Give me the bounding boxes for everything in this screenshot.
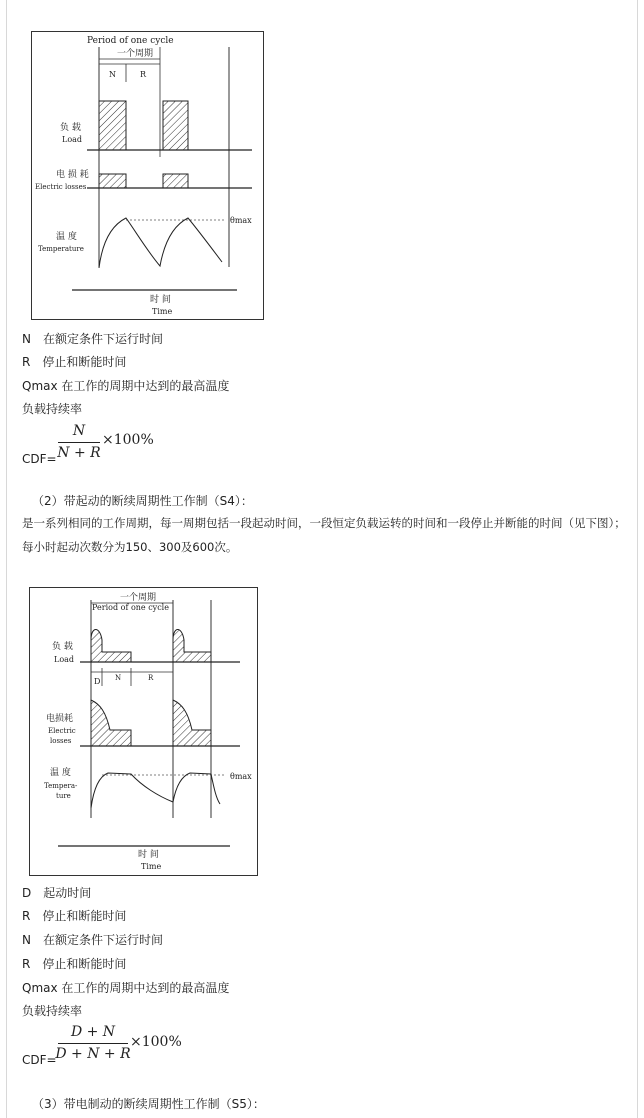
formula2-numerator: D + N — [70, 1024, 116, 1040]
legend1-n: N 在额定条件下运行时间 — [22, 332, 163, 346]
fig2-load-en: Load — [54, 655, 75, 664]
legend2-n: N 在额定条件下运行时间 — [22, 933, 163, 947]
fig1-label-r: R — [140, 70, 147, 79]
fig1-label-n: N — [109, 70, 116, 79]
fig2-label-r: R — [148, 674, 154, 682]
fig1-losses-cn: 电 损 耗 — [56, 170, 89, 180]
fig2-losses-cn: 电损耗 — [46, 714, 74, 724]
formula1-fraction-bar — [58, 442, 100, 443]
fig2-time-en: Time — [141, 862, 162, 871]
legend2-d: D 起动时间 — [22, 886, 92, 900]
legend1-qmax: Qmax 在工作的周期中达到的最高温度 — [22, 379, 230, 393]
legend2-r2: R 停止和断能时间 — [22, 957, 127, 971]
fig2-label-n: N — [115, 674, 122, 682]
fig1-load-cn: 负 载 — [60, 123, 81, 133]
section-s4-heading: （2）带起动的断续周期性工作制（S4）： — [32, 494, 253, 508]
legend1-load-ratio: 负载持续率 — [22, 402, 83, 416]
legend2-qmax: Qmax 在工作的周期中达到的最高温度 — [22, 981, 230, 995]
formula2-denominator: D + N + R — [55, 1046, 131, 1062]
fig1-temp-en: Temperature — [38, 245, 84, 253]
fig1-header-cn: 一个周期 — [117, 49, 154, 59]
fig1-losses-en: Electric losses — [35, 183, 87, 191]
fig2-time-cn: 时 间 — [138, 850, 159, 860]
fig2-header-cn: 一个周期 — [120, 593, 157, 603]
formula1-denominator: N + R — [57, 445, 101, 461]
formula2-cdf: CDF= — [22, 1053, 57, 1067]
fig1-time-en: Time — [152, 307, 173, 316]
legend2-r: R 停止和断能时间 — [22, 909, 127, 923]
fig1-header-en: Period of one cycle — [87, 36, 174, 46]
fig2-temp-en2: ture — [56, 792, 71, 800]
fig2-load-cn: 负 载 — [52, 642, 73, 652]
fig2-theta-max: θmax — [230, 772, 252, 781]
section-s4-description: 是一系列相同的工作周期，每一周期包括一段起动时间，一段恒定负载运转的时间和一段停止并断能的时间（见下图）；每小时起动次数分为150、300及600次。 — [22, 516, 626, 554]
s3-duty-cycle-figure — [31, 31, 264, 320]
legend2-load-ratio: 负载持续率 — [22, 1004, 83, 1018]
fig2-label-d: D — [94, 677, 101, 686]
legend1-r: R 停止和断能时间 — [22, 355, 127, 369]
formula1-suffix: ×100% — [102, 432, 154, 448]
section-s5-heading: （3）带电制动的断续周期性工作制（S5）： — [32, 1097, 265, 1111]
fig1-temp-cn: 温 度 — [56, 232, 77, 242]
fig2-losses-en2: losses — [50, 737, 72, 745]
fig1-theta-max: θmax — [230, 216, 252, 225]
formula2-fraction-bar — [58, 1043, 128, 1044]
fig2-header-en: Period of one cycle — [92, 603, 169, 612]
formula1-numerator: N — [72, 423, 86, 439]
s4-duty-cycle-figure — [29, 587, 258, 876]
formula1-cdf: CDF= — [22, 452, 57, 466]
fig1-time-cn: 时 间 — [150, 295, 171, 305]
fig2-temp-cn: 温 度 — [50, 768, 71, 778]
fig1-load-en: Load — [62, 135, 83, 144]
fig2-losses-en1: Electric — [48, 727, 76, 735]
fig2-temp-en1: Tempera- — [44, 782, 78, 790]
formula2-suffix: ×100% — [130, 1034, 182, 1050]
